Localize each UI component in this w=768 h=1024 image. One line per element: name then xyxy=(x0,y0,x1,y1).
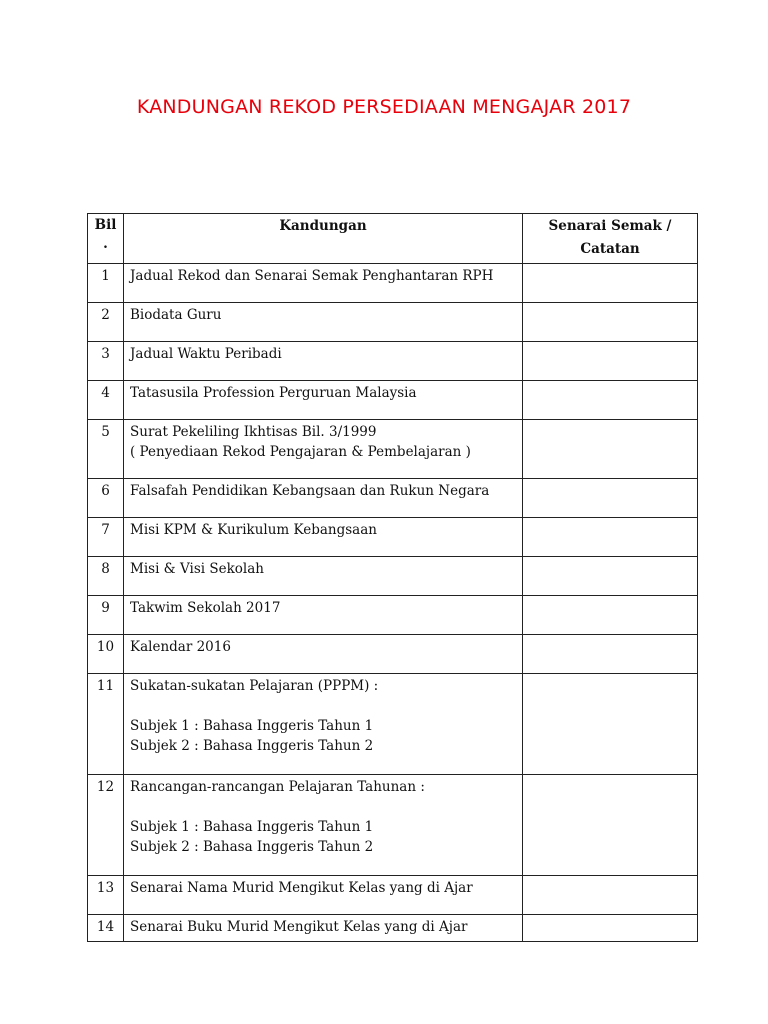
table-row xyxy=(88,915,698,942)
row-checklist-cell[interactable] xyxy=(523,775,698,876)
row-content xyxy=(124,876,523,915)
row-content xyxy=(124,596,523,635)
row-content xyxy=(124,775,523,876)
row-content-line: Rancangan-rancangan Pelajaran Tahunan : xyxy=(130,779,425,795)
row-content-line: Falsafah Pendidikan Kebangsaan dan Rukun Negara xyxy=(130,483,490,499)
table-row xyxy=(88,420,698,479)
row-content xyxy=(124,674,523,775)
table-row xyxy=(88,876,698,915)
header-catatan-line2: Catatan xyxy=(580,241,640,257)
table-row xyxy=(88,479,698,518)
table-row xyxy=(88,596,698,635)
row-number: 12 xyxy=(88,775,124,876)
document-title: KANDUNGAN REKOD PERSEDIAAN MENGAJAR 2017 xyxy=(136,96,632,118)
row-content-line: Surat Pekeliling Ikhtisas Bil. 3/1999 xyxy=(130,424,377,440)
row-number: 10 xyxy=(88,635,124,674)
row-checklist-cell[interactable] xyxy=(523,876,698,915)
header-catatan xyxy=(523,214,698,264)
row-number: 6 xyxy=(88,479,124,518)
row-content xyxy=(124,557,523,596)
table-row xyxy=(88,557,698,596)
row-checklist-cell[interactable] xyxy=(523,596,698,635)
row-checklist-cell[interactable] xyxy=(523,674,698,775)
table-row xyxy=(88,303,698,342)
row-content xyxy=(124,381,523,420)
row-checklist-cell[interactable] xyxy=(523,915,698,942)
row-content-spacer xyxy=(130,696,516,716)
contents-table xyxy=(87,213,698,942)
row-content xyxy=(124,303,523,342)
row-content-line: Subjek 2 : Bahasa Inggeris Tahun 2 xyxy=(130,839,374,855)
row-number: 14 xyxy=(88,915,124,942)
row-number: 9 xyxy=(88,596,124,635)
row-content-spacer xyxy=(130,797,516,817)
table-row xyxy=(88,518,698,557)
row-content-line: Misi KPM & Kurikulum Kebangsaan xyxy=(130,522,377,538)
row-content-line: Biodata Guru xyxy=(130,307,222,323)
table-row xyxy=(88,381,698,420)
row-content-line: Tatasusila Profession Perguruan Malaysia xyxy=(130,385,417,401)
table-row xyxy=(88,775,698,876)
row-number: 13 xyxy=(88,876,124,915)
row-content-line: Misi & Visi Sekolah xyxy=(130,561,264,577)
row-checklist-cell[interactable] xyxy=(523,479,698,518)
row-checklist-cell[interactable] xyxy=(523,518,698,557)
header-bil-line1: Bil xyxy=(94,217,117,233)
row-checklist-cell[interactable] xyxy=(523,420,698,479)
row-checklist-cell[interactable] xyxy=(523,635,698,674)
row-content-line: Senarai Buku Murid Mengikut Kelas yang di Ajar xyxy=(130,919,468,935)
header-bil-line2: . xyxy=(103,236,108,252)
row-content-line: Jadual Waktu Peribadi xyxy=(130,346,282,362)
row-number: 2 xyxy=(88,303,124,342)
table-header-row xyxy=(88,214,698,264)
row-checklist-cell[interactable] xyxy=(523,303,698,342)
row-content xyxy=(124,518,523,557)
row-number: 4 xyxy=(88,381,124,420)
row-number: 1 xyxy=(88,264,124,303)
row-content-line: Jadual Rekod dan Senarai Semak Penghantaran RPH xyxy=(130,268,494,284)
row-content-line: Subjek 2 : Bahasa Inggeris Tahun 2 xyxy=(130,738,374,754)
row-content-line: Kalendar 2016 xyxy=(130,639,231,655)
row-content xyxy=(124,479,523,518)
row-number: 11 xyxy=(88,674,124,775)
table-row xyxy=(88,674,698,775)
header-bil xyxy=(88,214,124,264)
header-catatan-line1: Senarai Semak / xyxy=(548,218,672,234)
row-content xyxy=(124,915,523,942)
row-content-line: Subjek 1 : Bahasa Inggeris Tahun 1 xyxy=(130,819,374,835)
row-number: 5 xyxy=(88,420,124,479)
table-row xyxy=(88,264,698,303)
row-checklist-cell[interactable] xyxy=(523,381,698,420)
row-content-line: Senarai Nama Murid Mengikut Kelas yang di Ajar xyxy=(130,880,473,896)
row-content-line: ( Penyediaan Rekod Pengajaran & Pembelajaran ) xyxy=(130,444,471,460)
row-number: 3 xyxy=(88,342,124,381)
row-checklist-cell[interactable] xyxy=(523,342,698,381)
row-content-line: Takwim Sekolah 2017 xyxy=(130,600,281,616)
header-kandungan: Kandungan xyxy=(124,214,523,264)
row-checklist-cell[interactable] xyxy=(523,557,698,596)
row-number: 8 xyxy=(88,557,124,596)
row-content xyxy=(124,635,523,674)
row-number: 7 xyxy=(88,518,124,557)
table-row xyxy=(88,342,698,381)
row-checklist-cell[interactable] xyxy=(523,264,698,303)
row-content xyxy=(124,264,523,303)
table-row xyxy=(88,635,698,674)
row-content-line: Subjek 1 : Bahasa Inggeris Tahun 1 xyxy=(130,718,374,734)
row-content xyxy=(124,420,523,479)
row-content xyxy=(124,342,523,381)
row-content-line: Sukatan-sukatan Pelajaran (PPPM) : xyxy=(130,678,379,694)
